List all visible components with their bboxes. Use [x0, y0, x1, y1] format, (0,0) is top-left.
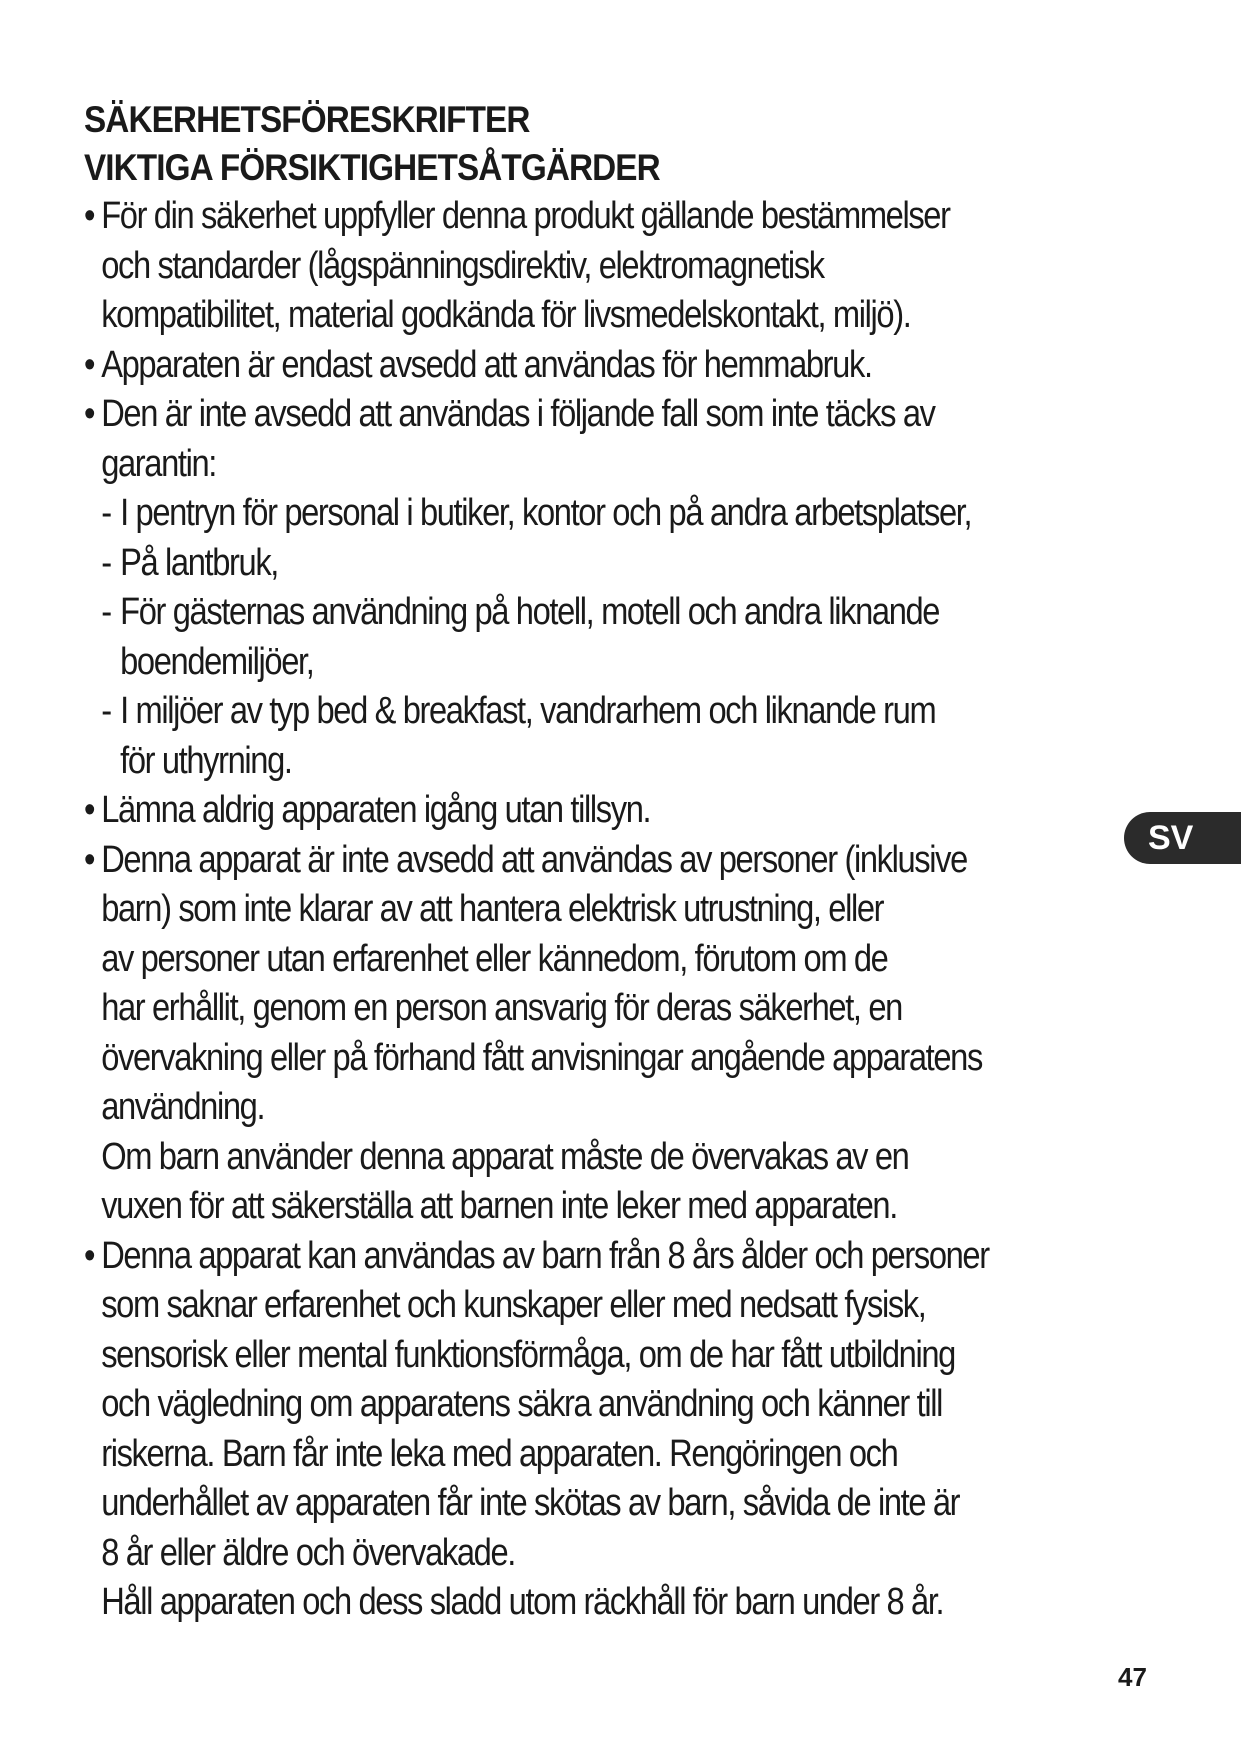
text-line: användning. [101, 1086, 265, 1128]
dash-icon: - [101, 541, 111, 584]
text-line: underhållet av apparaten får inte skötas av barn, såvida de inte är [101, 1482, 960, 1524]
text-line: I miljöer av typ bed & breakfast, vandrarhem och liknande rum [120, 690, 936, 732]
text-line: och vägledning om apparatens säkra användning och känner till [101, 1383, 942, 1425]
bullet-icon: • [84, 838, 95, 881]
text-line: för uthyrning. [120, 739, 292, 782]
sub-list-item [84, 687, 1202, 786]
list-item [84, 192, 1202, 341]
bullet-icon: • [84, 343, 95, 386]
sub-list-item [84, 489, 1202, 539]
text-line: och standarder (lågspänningsdirektiv, elektromagnetisk [101, 244, 824, 287]
list-item [84, 341, 1202, 391]
text-line: Apparaten är endast avsedd att användas för hemmabruk. [101, 343, 872, 386]
text-line: På lantbruk, [120, 541, 279, 584]
dash-icon: - [101, 492, 111, 534]
text-line: I pentryn för personal i butiker, kontor och på andra arbetsplatser, [120, 492, 972, 534]
bullet-icon: • [84, 1234, 95, 1277]
heading-safety-regulations: SÄKERHETSFÖRESKRIFTER [84, 99, 530, 140]
text-line: Denna apparat kan användas av barn från 8 års ålder och personer [101, 1234, 989, 1277]
safety-instructions-list [84, 192, 1202, 1628]
text-line: övervakning eller på förhand fått anvisningar angående apparatens [101, 1036, 982, 1079]
text-line: har erhållit, genom en person ansvarig för deras säkerhet, en [101, 987, 902, 1029]
text-line: För gästernas användning på hotell, motell och andra liknande [120, 591, 940, 633]
text-line: garantin: [101, 442, 216, 485]
text-line: För din säkerhet uppfyller denna produkt gällande bestämmelser [101, 195, 950, 237]
text-line: Håll apparaten och dess sladd utom räckhåll för barn under 8 år. [101, 1581, 944, 1623]
document-page [84, 96, 1214, 1628]
bullet-icon: • [84, 393, 95, 435]
heading-important-precautions: VIKTIGA FÖRSIKTIGHETSÅTGÄRDER [84, 147, 660, 188]
sub-list-item [84, 539, 1202, 589]
list-item [84, 786, 1202, 836]
text-line: Lämna aldrig apparaten igång utan tillsyn. [101, 789, 651, 831]
list-item [84, 390, 1202, 489]
text-line: Den är inte avsedd att användas i följande fall som inte täcks av [101, 393, 935, 435]
text-line: kompatibilitet, material godkända för livsmedelskontakt, miljö). [101, 294, 911, 336]
text-line: Denna apparat är inte avsedd att användas av personer (inklusive [101, 838, 967, 881]
bullet-icon: • [84, 789, 95, 831]
bullet-icon: • [84, 195, 95, 237]
list-item [84, 836, 1202, 1232]
text-line: som saknar erfarenhet och kunskaper eller med nedsatt fysisk, [101, 1284, 926, 1326]
text-line: boendemiljöer, [120, 640, 314, 683]
text-line: sensorisk eller mental funktionsförmåga, om de har fått utbildning [101, 1333, 955, 1376]
text-line: av personer utan erfarenhet eller kännedom, förutom om de [101, 937, 888, 980]
page-number: 47 [1118, 1662, 1147, 1692]
text-line: Om barn använder denna apparat måste de övervakas av en [101, 1135, 909, 1178]
text-line: barn) som inte klarar av att hantera elektrisk utrustning, eller [101, 888, 884, 930]
language-tab: SV [1124, 812, 1241, 864]
dash-icon: - [101, 690, 111, 732]
list-item [84, 1232, 1202, 1628]
text-line: 8 år eller äldre och övervakade. [101, 1531, 515, 1574]
text-line: riskerna. Barn får inte leka med apparaten. Rengöringen och [101, 1432, 898, 1475]
dash-icon: - [101, 591, 111, 633]
text-line: vuxen för att säkerställa att barnen inte leker med apparaten. [101, 1185, 897, 1227]
sub-list-item [84, 588, 1202, 687]
